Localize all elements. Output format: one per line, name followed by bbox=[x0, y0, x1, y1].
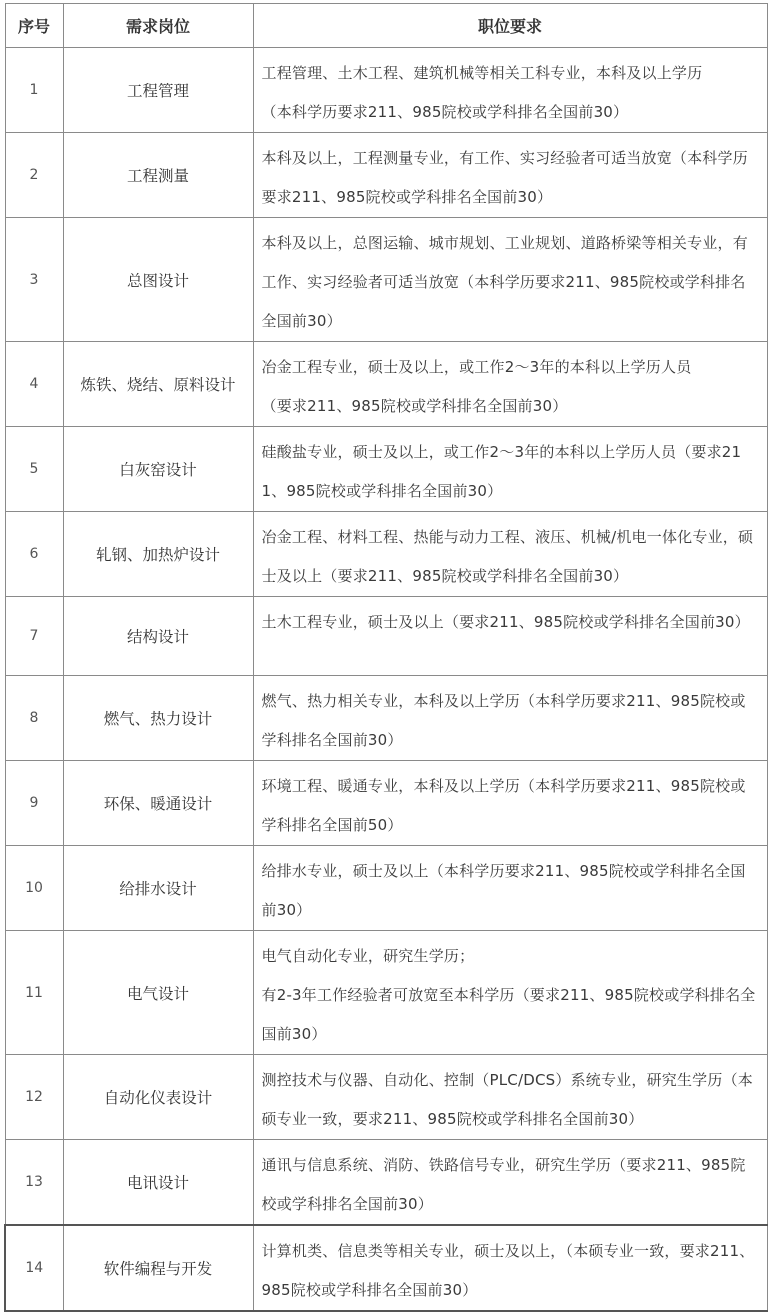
row-position: 环保、暖通设计 bbox=[63, 761, 253, 846]
row-serial-number: 10 bbox=[5, 846, 63, 931]
row-serial-number: 3 bbox=[5, 218, 63, 342]
table-row bbox=[5, 761, 767, 846]
requirement-text: 通讯与信息系统、消防、铁路信号专业，研究生学历（要求211、985院校或学科排名全国前30） bbox=[261, 1156, 746, 1213]
requirement-text: 有2-3年工作经验者可放宽至本科学历（要求211、985院校或学科排名全国前30） bbox=[261, 986, 756, 1043]
requirement-text: 本科及以上，总图运输、城市规划、工业规划、道路桥梁等相关专业，有工作、实习经验者可适当放宽（本科学历要求211、985院校或学科排名全国前30） bbox=[261, 234, 748, 330]
row-serial-number: 1 bbox=[5, 48, 63, 133]
row-position: 自动化仪表设计 bbox=[63, 1055, 253, 1140]
row-serial-number: 6 bbox=[5, 512, 63, 597]
requirement-text: 土木工程专业，硕士及以上（要求211、985院校或学科排名全国前30） bbox=[261, 613, 750, 631]
row-requirements bbox=[253, 342, 767, 427]
requirement-text: 电气自动化专业，研究生学历； bbox=[261, 947, 475, 965]
row-requirements bbox=[253, 676, 767, 761]
row-position: 工程测量 bbox=[63, 133, 253, 218]
header-requirements: 职位要求 bbox=[253, 4, 767, 48]
row-requirements bbox=[253, 1140, 767, 1226]
table-row bbox=[5, 218, 767, 342]
requirement-text: 计算机类、信息类等相关专业，硕士及以上，（本硕专业一致，要求211、985院校或学科排名全国前30） bbox=[261, 1242, 755, 1299]
table-row bbox=[5, 1055, 767, 1140]
row-requirements bbox=[253, 931, 767, 1055]
header-serial-number: 序号 bbox=[5, 4, 63, 48]
table-body bbox=[5, 48, 767, 1312]
row-requirements bbox=[253, 218, 767, 342]
table-row bbox=[5, 676, 767, 761]
row-requirements bbox=[253, 761, 767, 846]
row-serial-number: 2 bbox=[5, 133, 63, 218]
table-row bbox=[5, 512, 767, 597]
header-position: 需求岗位 bbox=[63, 4, 253, 48]
row-position: 总图设计 bbox=[63, 218, 253, 342]
row-requirements bbox=[253, 133, 767, 218]
row-requirements bbox=[253, 427, 767, 512]
table-row bbox=[5, 427, 767, 512]
requirement-text: 本科及以上，工程测量专业，有工作、实习经验者可适当放宽（本科学历要求211、985院校或学科排名全国前30） bbox=[261, 149, 748, 206]
job-requirements-table-wrapper bbox=[4, 3, 768, 1312]
row-requirements bbox=[253, 512, 767, 597]
row-serial-number: 12 bbox=[5, 1055, 63, 1140]
table-row bbox=[5, 1140, 767, 1226]
table-row bbox=[5, 931, 767, 1055]
row-position: 白灰窑设计 bbox=[63, 427, 253, 512]
table-row bbox=[5, 846, 767, 931]
requirement-text: 硅酸盐专业，硕士及以上，或工作2～3年的本科以上学历人员（要求211、985院校或学科排名全国前30） bbox=[261, 443, 742, 500]
requirement-text: 测控技术与仪器、自动化、控制（PLC/DCS）系统专业，研究生学历（本硕专业一致，要求211、985院校或学科排名全国前30） bbox=[261, 1071, 753, 1128]
row-position: 工程管理 bbox=[63, 48, 253, 133]
table-header-row bbox=[5, 4, 767, 48]
row-serial-number: 7 bbox=[5, 597, 63, 676]
row-serial-number: 11 bbox=[5, 931, 63, 1055]
row-requirements bbox=[253, 1055, 767, 1140]
requirement-text: （本科学历要求211、985院校或学科排名全国前30） bbox=[261, 103, 629, 121]
row-position: 电气设计 bbox=[63, 931, 253, 1055]
row-serial-number: 14 bbox=[5, 1225, 63, 1311]
requirement-text: （要求211、985院校或学科排名全国前30） bbox=[261, 397, 568, 415]
row-position: 电讯设计 bbox=[63, 1140, 253, 1226]
row-position: 炼铁、烧结、原料设计 bbox=[63, 342, 253, 427]
row-requirements bbox=[253, 48, 767, 133]
row-position: 结构设计 bbox=[63, 597, 253, 676]
row-position: 轧钢、加热炉设计 bbox=[63, 512, 253, 597]
requirement-text: 冶金工程专业，硕士及以上，或工作2～3年的本科以上学历人员 bbox=[261, 358, 692, 376]
row-serial-number: 5 bbox=[5, 427, 63, 512]
row-position: 给排水设计 bbox=[63, 846, 253, 931]
row-serial-number: 4 bbox=[5, 342, 63, 427]
row-serial-number: 8 bbox=[5, 676, 63, 761]
requirement-text: 工程管理、土木工程、建筑机械等相关工科专业，本科及以上学历 bbox=[261, 64, 703, 82]
table-row bbox=[5, 133, 767, 218]
row-position: 软件编程与开发 bbox=[63, 1225, 253, 1311]
row-serial-number: 13 bbox=[5, 1140, 63, 1226]
table-row bbox=[5, 48, 767, 133]
requirement-text: 冶金工程、材料工程、热能与动力工程、液压、机械/机电一体化专业，硕士及以上（要求211、985院校或学科排名全国前30） bbox=[261, 528, 754, 585]
table-row bbox=[5, 342, 767, 427]
requirement-text: 燃气、热力相关专业，本科及以上学历（本科学历要求211、985院校或学科排名全国前30） bbox=[261, 692, 746, 749]
row-requirements bbox=[253, 846, 767, 931]
row-serial-number: 9 bbox=[5, 761, 63, 846]
requirement-text: 给排水专业，硕士及以上（本科学历要求211、985院校或学科排名全国前30） bbox=[261, 862, 746, 919]
row-position: 燃气、热力设计 bbox=[63, 676, 253, 761]
row-requirements bbox=[253, 597, 767, 676]
job-requirements-table bbox=[4, 3, 768, 1312]
table-row bbox=[5, 597, 767, 676]
requirement-text: 环境工程、暖通专业，本科及以上学历（本科学历要求211、985院校或学科排名全国前50） bbox=[261, 777, 746, 834]
